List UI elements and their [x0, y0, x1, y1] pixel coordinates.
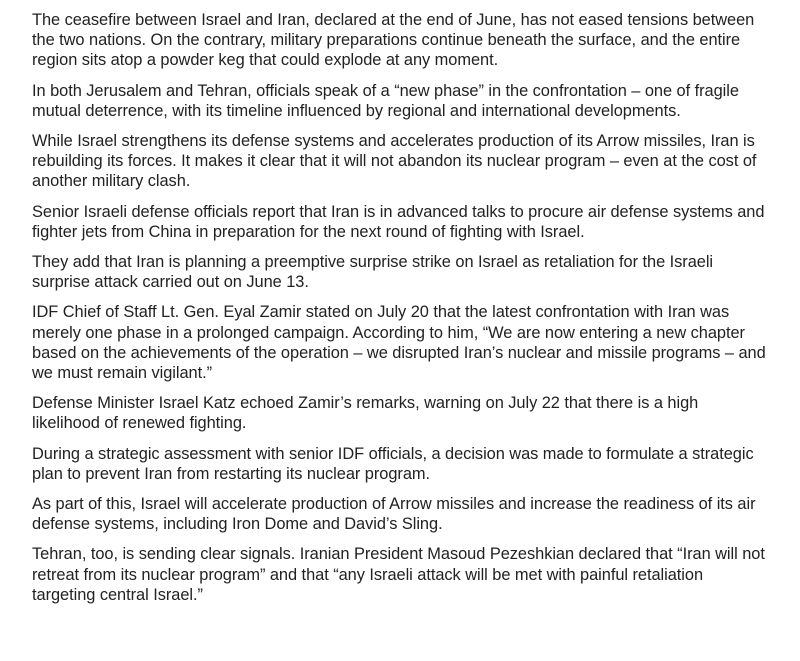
paragraph-tehran-signals: Tehran, too, is sending clear signals. Iranian President Masoud Pezeshkian declared that “Iran will not retreat from its nuclear program” and that “any Israeli attack will be met with painful retaliation targeting central Israel.” [32, 545, 765, 604]
paragraph-strategic-assessment: During a strategic assessment with senior IDF officials, a decision was made to formulate a strategic plan to prevent Iran from restarting its nuclear program. [32, 444, 754, 483]
paragraph-preemptive-strike: They add that Iran is planning a preemptive surprise strike on Israel as retaliation for the Israeli surprise attack carried out on June 13. [32, 253, 714, 292]
paragraph-arrow-missiles: While Israel strengthens its defense systems and accelerates production of its Arrow missiles, Iran is rebuilding its forces. It makes it clear that it will not abandon its nuclear program – even at the cost of another military clash. [32, 132, 757, 191]
paragraph-air-defense: As part of this, Israel will accelerate production of Arrow missiles and increase the readiness of its air defense systems, including Iron Dome and David’s Sling. [32, 495, 756, 534]
paragraph-new-phase: In both Jerusalem and Tehran, officials speak of a “new phase” in the confrontation – one of fragile mutual deterrence, with its timeline influenced by regional and international developments. [32, 81, 739, 120]
paragraph-china-talks: Senior Israeli defense officials report that Iran is in advanced talks to procure air defense systems and fighter jets from China in preparation for the next round of fighting with Israel. [32, 202, 765, 241]
paragraph-ceasefire: The ceasefire between Israel and Iran, declared at the end of June, has not eased tensions between the two nations. On the contrary, military preparations continue beneath the surface, and the entire region sits atop a powder keg that could explode at any moment. [32, 11, 755, 70]
paragraph-zamir-statement: IDF Chief of Staff Lt. Gen. Eyal Zamir stated on July 20 that the latest confrontation with Iran was merely one phase in a prolonged campaign. According to him, “We are now entering a new chapter based on the achievements of the operation – we disrupted Iran’s nuclear and missile programs – and we must remain vigilant.” [32, 303, 766, 383]
paragraph-katz-warning: Defense Minister Israel Katz echoed Zamir’s remarks, warning on July 22 that there is a high likelihood of renewed fighting. [32, 394, 699, 433]
